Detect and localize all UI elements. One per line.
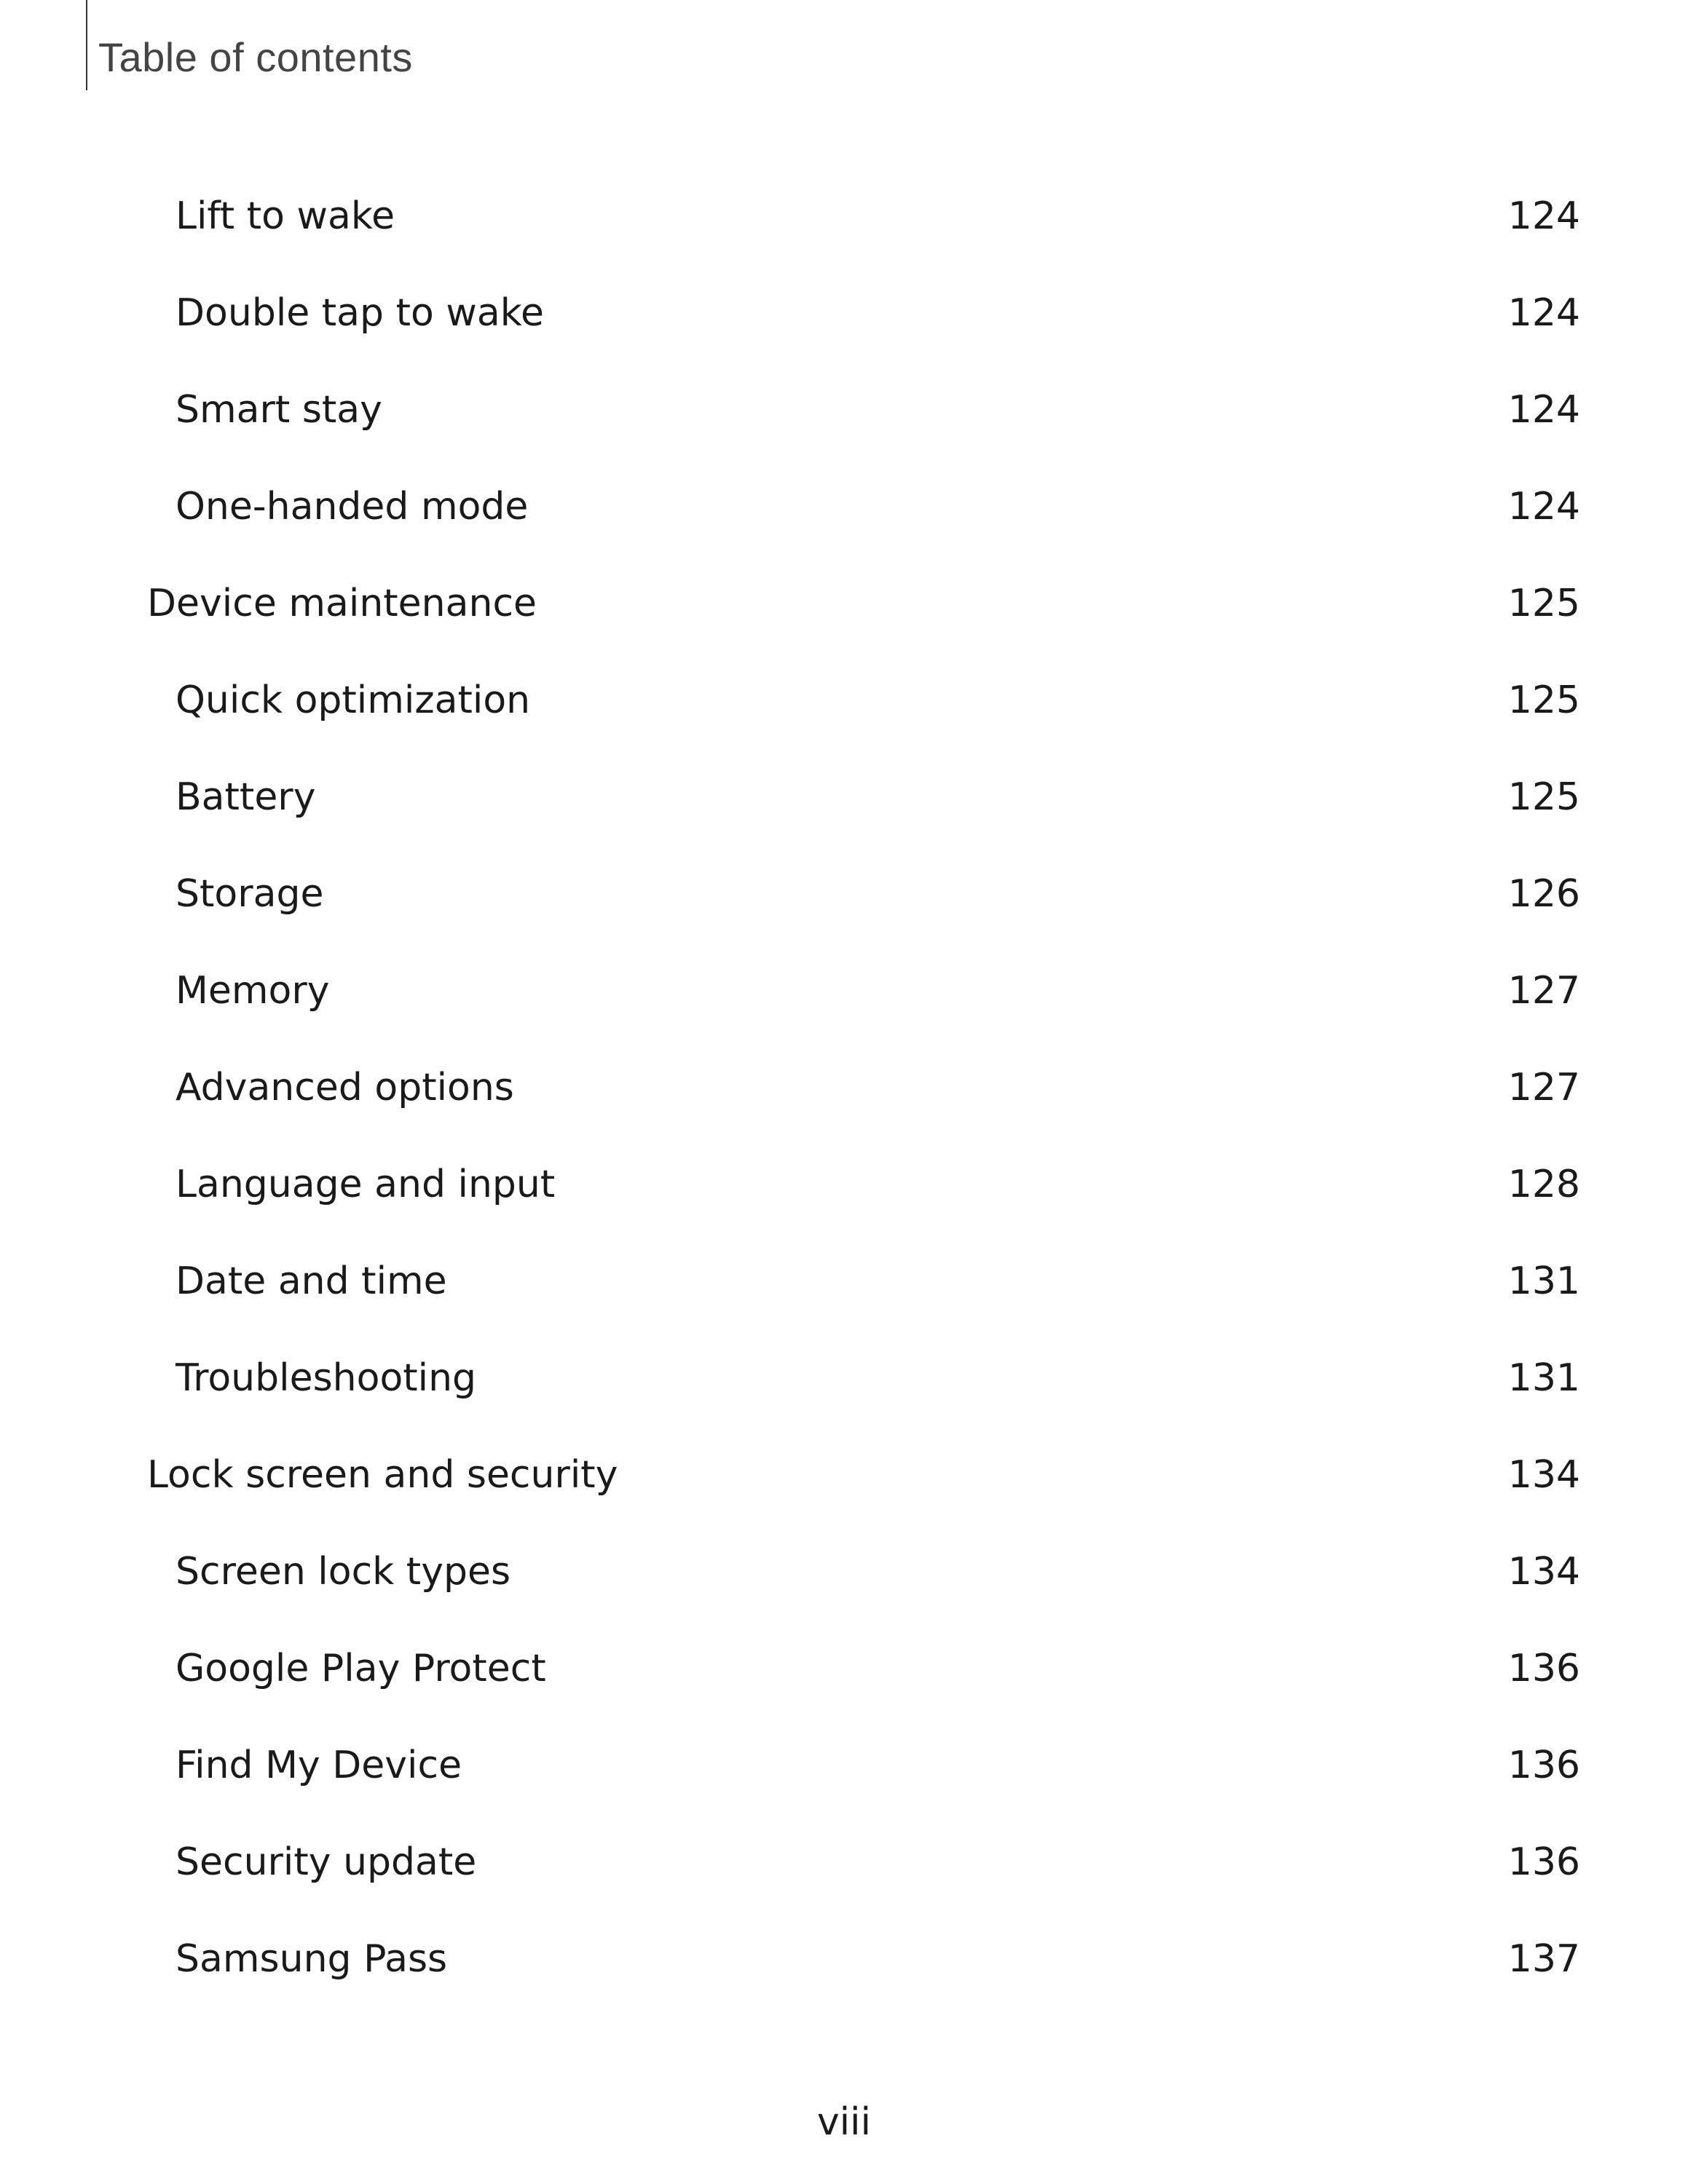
toc-entry-smart-stay[interactable] [0,361,1688,458]
toc-entry-label: Double tap to wake [175,290,544,335]
toc-entry-label: Quick optimization [175,678,531,722]
toc-entry-label: Find My Device [175,1743,462,1787]
toc-entry-page: 124 [1507,387,1580,432]
toc-entry-label: Battery [175,775,316,819]
toc-entry-troubleshooting[interactable] [0,1329,1688,1426]
toc-entry-label: Screen lock types [175,1549,511,1594]
toc-entry-page: 131 [1507,1356,1580,1400]
toc-entry-find-my-device[interactable] [0,1717,1688,1813]
toc-entry-lift-to-wake[interactable] [0,167,1688,264]
toc-entry-google-play-protect[interactable] [0,1620,1688,1717]
toc-entry-page: 124 [1507,484,1580,529]
toc-entry-label: Troubleshooting [175,1356,477,1400]
toc-entry-label: Google Play Protect [175,1646,546,1690]
toc-entry-one-handed-mode[interactable] [0,458,1688,555]
toc-entry-label: Advanced options [175,1065,514,1109]
toc-entry-label: Date and time [175,1259,447,1303]
toc-entry-page: 126 [1507,871,1580,916]
toc-entry-page: 136 [1507,1743,1580,1787]
toc-section-label: Lock screen and security [147,1452,618,1497]
toc-entry-label: Memory [175,968,330,1013]
toc-entry-double-tap-to-wake[interactable] [0,264,1688,361]
toc-entry-label: Security update [175,1840,477,1884]
footer-page-number: viii [816,2100,872,2144]
toc-entry-screen-lock-types[interactable] [0,1523,1688,1620]
toc-entry-device-maintenance[interactable] [0,555,1688,652]
toc-entry-advanced-options[interactable] [0,1039,1688,1136]
toc-entry-label: One-handed mode [175,484,529,529]
toc-entry-security-update[interactable] [0,1813,1688,1910]
toc-entry-battery[interactable] [0,748,1688,845]
toc-entry-page: 124 [1507,290,1580,335]
toc-entry-page: 136 [1507,1646,1580,1690]
toc-entry-page: 125 [1507,775,1580,819]
toc-entry-page: 124 [1507,194,1580,238]
toc-entry-page: 136 [1507,1840,1580,1884]
toc-entry-samsung-pass[interactable] [0,1910,1688,2007]
toc-entry-page: 127 [1507,968,1580,1013]
toc-entry-label: Smart stay [175,387,382,432]
table-of-contents [0,167,1688,2007]
toc-section-label: Device maintenance [147,581,537,625]
toc-entry-page: 137 [1507,1936,1580,1981]
toc-entry-label: Lift to wake [175,194,395,238]
toc-entry-page: 125 [1507,581,1580,625]
toc-entry-date-and-time[interactable] [0,1233,1688,1329]
toc-entry-page: 134 [1507,1452,1580,1497]
toc-entry-language-and-input[interactable] [0,1136,1688,1233]
toc-entry-page: 134 [1507,1549,1580,1594]
toc-entry-page: 128 [1507,1162,1580,1206]
header-rule [86,0,87,90]
toc-entry-label: Storage [175,871,324,916]
page-title: Table of contents [98,34,413,80]
toc-entry-quick-optimization[interactable] [0,652,1688,748]
toc-entry-label: Language and input [175,1162,556,1206]
toc-entry-lock-screen-and-security[interactable] [0,1426,1688,1523]
toc-entry-page: 127 [1507,1065,1580,1109]
toc-entry-storage[interactable] [0,845,1688,942]
toc-entry-page: 131 [1507,1259,1580,1303]
toc-entry-memory[interactable] [0,942,1688,1039]
toc-entry-page: 125 [1507,678,1580,722]
toc-entry-label: Samsung Pass [175,1936,448,1981]
